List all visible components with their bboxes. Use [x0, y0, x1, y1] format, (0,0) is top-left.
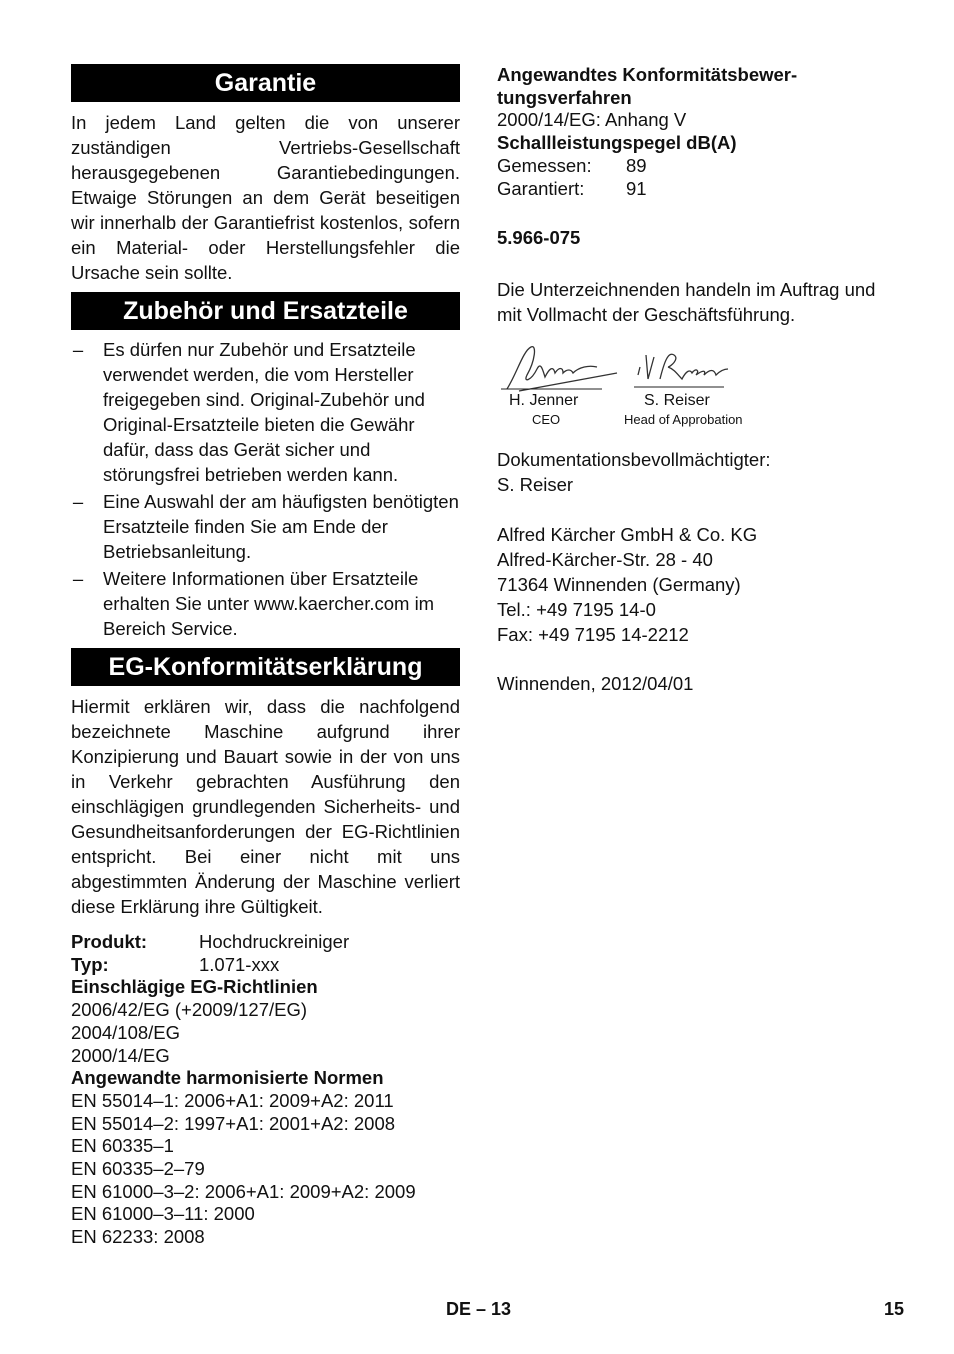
sound-heading: Schallleistungspegel dB(A) — [497, 132, 737, 154]
dash-bullet: – — [72, 339, 84, 360]
norm-item: EN 61000–3–11: 2000 — [71, 1203, 255, 1225]
list-item: – Eine Auswahl der am häufigsten benötigten Ersatzteile finden Sie am Ende der Betriebsanleitung. — [72, 491, 459, 562]
jenner-name: H. Jenner — [509, 391, 579, 409]
company-city: 71364 Winnenden (Germany) — [497, 573, 741, 595]
reiser-signature-graphic — [634, 345, 734, 389]
company-street: Alfred-Kärcher-Str. 28 - 40 — [497, 548, 713, 570]
footer-page-number: 15 — [884, 1299, 905, 1319]
norm-item: EN 61000–3–2: 2006+A1: 2009+A2: 2009 — [71, 1180, 416, 1202]
directive-item: 2000/14/EG — [71, 1044, 170, 1066]
documentation-block — [497, 447, 897, 497]
list-item: – Weitere Informationen über Ersatzteile erhalten Sie unter www.kaercher.com im Bereich Service. — [72, 568, 435, 639]
assessment-heading-1: Angewandtes Konformitätsbewer- — [497, 64, 798, 85]
list-item: – Es dürfen nur Zubehör und Ersatzteile verwendet werden, die vom Hersteller freigegeben sind. Original-Zubehör und Original-Ersatzteile bieten die Gewähr dafür, dass das Gerät sicher und störungsfrei betrieben werden kann. — [72, 339, 425, 485]
declaration-details — [71, 931, 460, 1249]
documentation-label: Dokumentationsbevollmächtigter: — [497, 448, 771, 470]
dash-bullet: – — [72, 491, 84, 512]
reiser-name: S. Reiser — [644, 391, 710, 409]
declaration-heading: EG-Konformitätserklärung — [71, 648, 460, 686]
company-name: Alfred Kärcher GmbH & Co. KG — [497, 523, 758, 545]
signature-block — [497, 349, 897, 425]
company-tel: Tel.: +49 7195 14-0 — [497, 598, 656, 620]
reiser-role: Head of Approbation — [624, 411, 743, 427]
right-column — [497, 64, 897, 696]
norm-item: EN 55014–2: 1997+A1: 2001+A2: 2008 — [71, 1112, 396, 1134]
type-row: Typ: 1.071-xxx — [71, 953, 280, 975]
guaranteed-row: Garantiert: 91 — [497, 177, 647, 199]
norm-item: EN 60335–2–79 — [71, 1158, 205, 1180]
norm-item: EN 60335–1 — [71, 1135, 174, 1157]
footer-lang-page: DE – 13 — [446, 1299, 512, 1319]
place-date: Winnenden, 2012/04/01 — [497, 672, 694, 694]
norm-item: EN 62233: 2008 — [71, 1226, 205, 1248]
norm-item: EN 55014–1: 2006+A1: 2009+A2: 2011 — [71, 1089, 394, 1111]
warranty-text: In jedem Land gelten die von unserer zuständigen Vertriebs-Gesellschaft herausgegebenen Garantiebedingungen. Etwaige Störungen an dem Gerät beseitigen wir innerhalb der Garantiefrist kostenlos, sofern ein Material- oder Herstellungsfehler die Ursache sein sollte. — [71, 112, 460, 283]
dash-bullet: – — [72, 568, 84, 589]
accessories-heading: Zubehör und Ersatzteile — [71, 292, 460, 330]
directives-heading: Einschlägige EG-Richtlinien — [71, 976, 318, 998]
assessment-heading-2: tungsverfahren — [497, 86, 632, 108]
left-column — [71, 64, 460, 1249]
assessment-procedure: 2000/14/EG: Anhang V — [497, 109, 687, 131]
product-row: Produkt: Hochdruckreiniger — [71, 931, 350, 952]
company-address — [497, 522, 897, 647]
declaration-text: Hiermit erklären wir, dass die nachfolgend bezeichnete Maschine aufgrund ihrer Konzipierung und Bauart sowie in der von uns in Verkehr gebrachten Ausführung den einschlägigen grundlegenden Sicherheits- und Gesundheitsanforderungen der EG-Richtlinien entspricht. Bei einer nicht mit uns abgestimmten Änderung der Maschine verliert diese Erklärung ihre Gültigkeit. — [71, 696, 460, 917]
directive-item: 2006/42/EG (+2009/127/EG) — [71, 999, 308, 1021]
directive-item: 2004/108/EG — [71, 1021, 181, 1043]
jenner-role: CEO — [532, 411, 561, 427]
signatories-text: Die Unterzeichnenden handeln im Auftrag und mit Vollmacht der Geschäftsführung. — [497, 278, 876, 325]
accessories-list — [71, 337, 460, 641]
measured-row: Gemessen: 89 — [497, 154, 647, 176]
company-fax: Fax: +49 7195 14-2212 — [497, 623, 689, 645]
part-number: 5.966-075 — [497, 227, 581, 249]
jenner-signature-graphic — [497, 343, 622, 395]
documentation-name: S. Reiser — [497, 473, 574, 495]
norms-heading: Angewandte harmonisierte Normen — [71, 1067, 384, 1089]
warranty-heading: Garantie — [71, 64, 460, 102]
